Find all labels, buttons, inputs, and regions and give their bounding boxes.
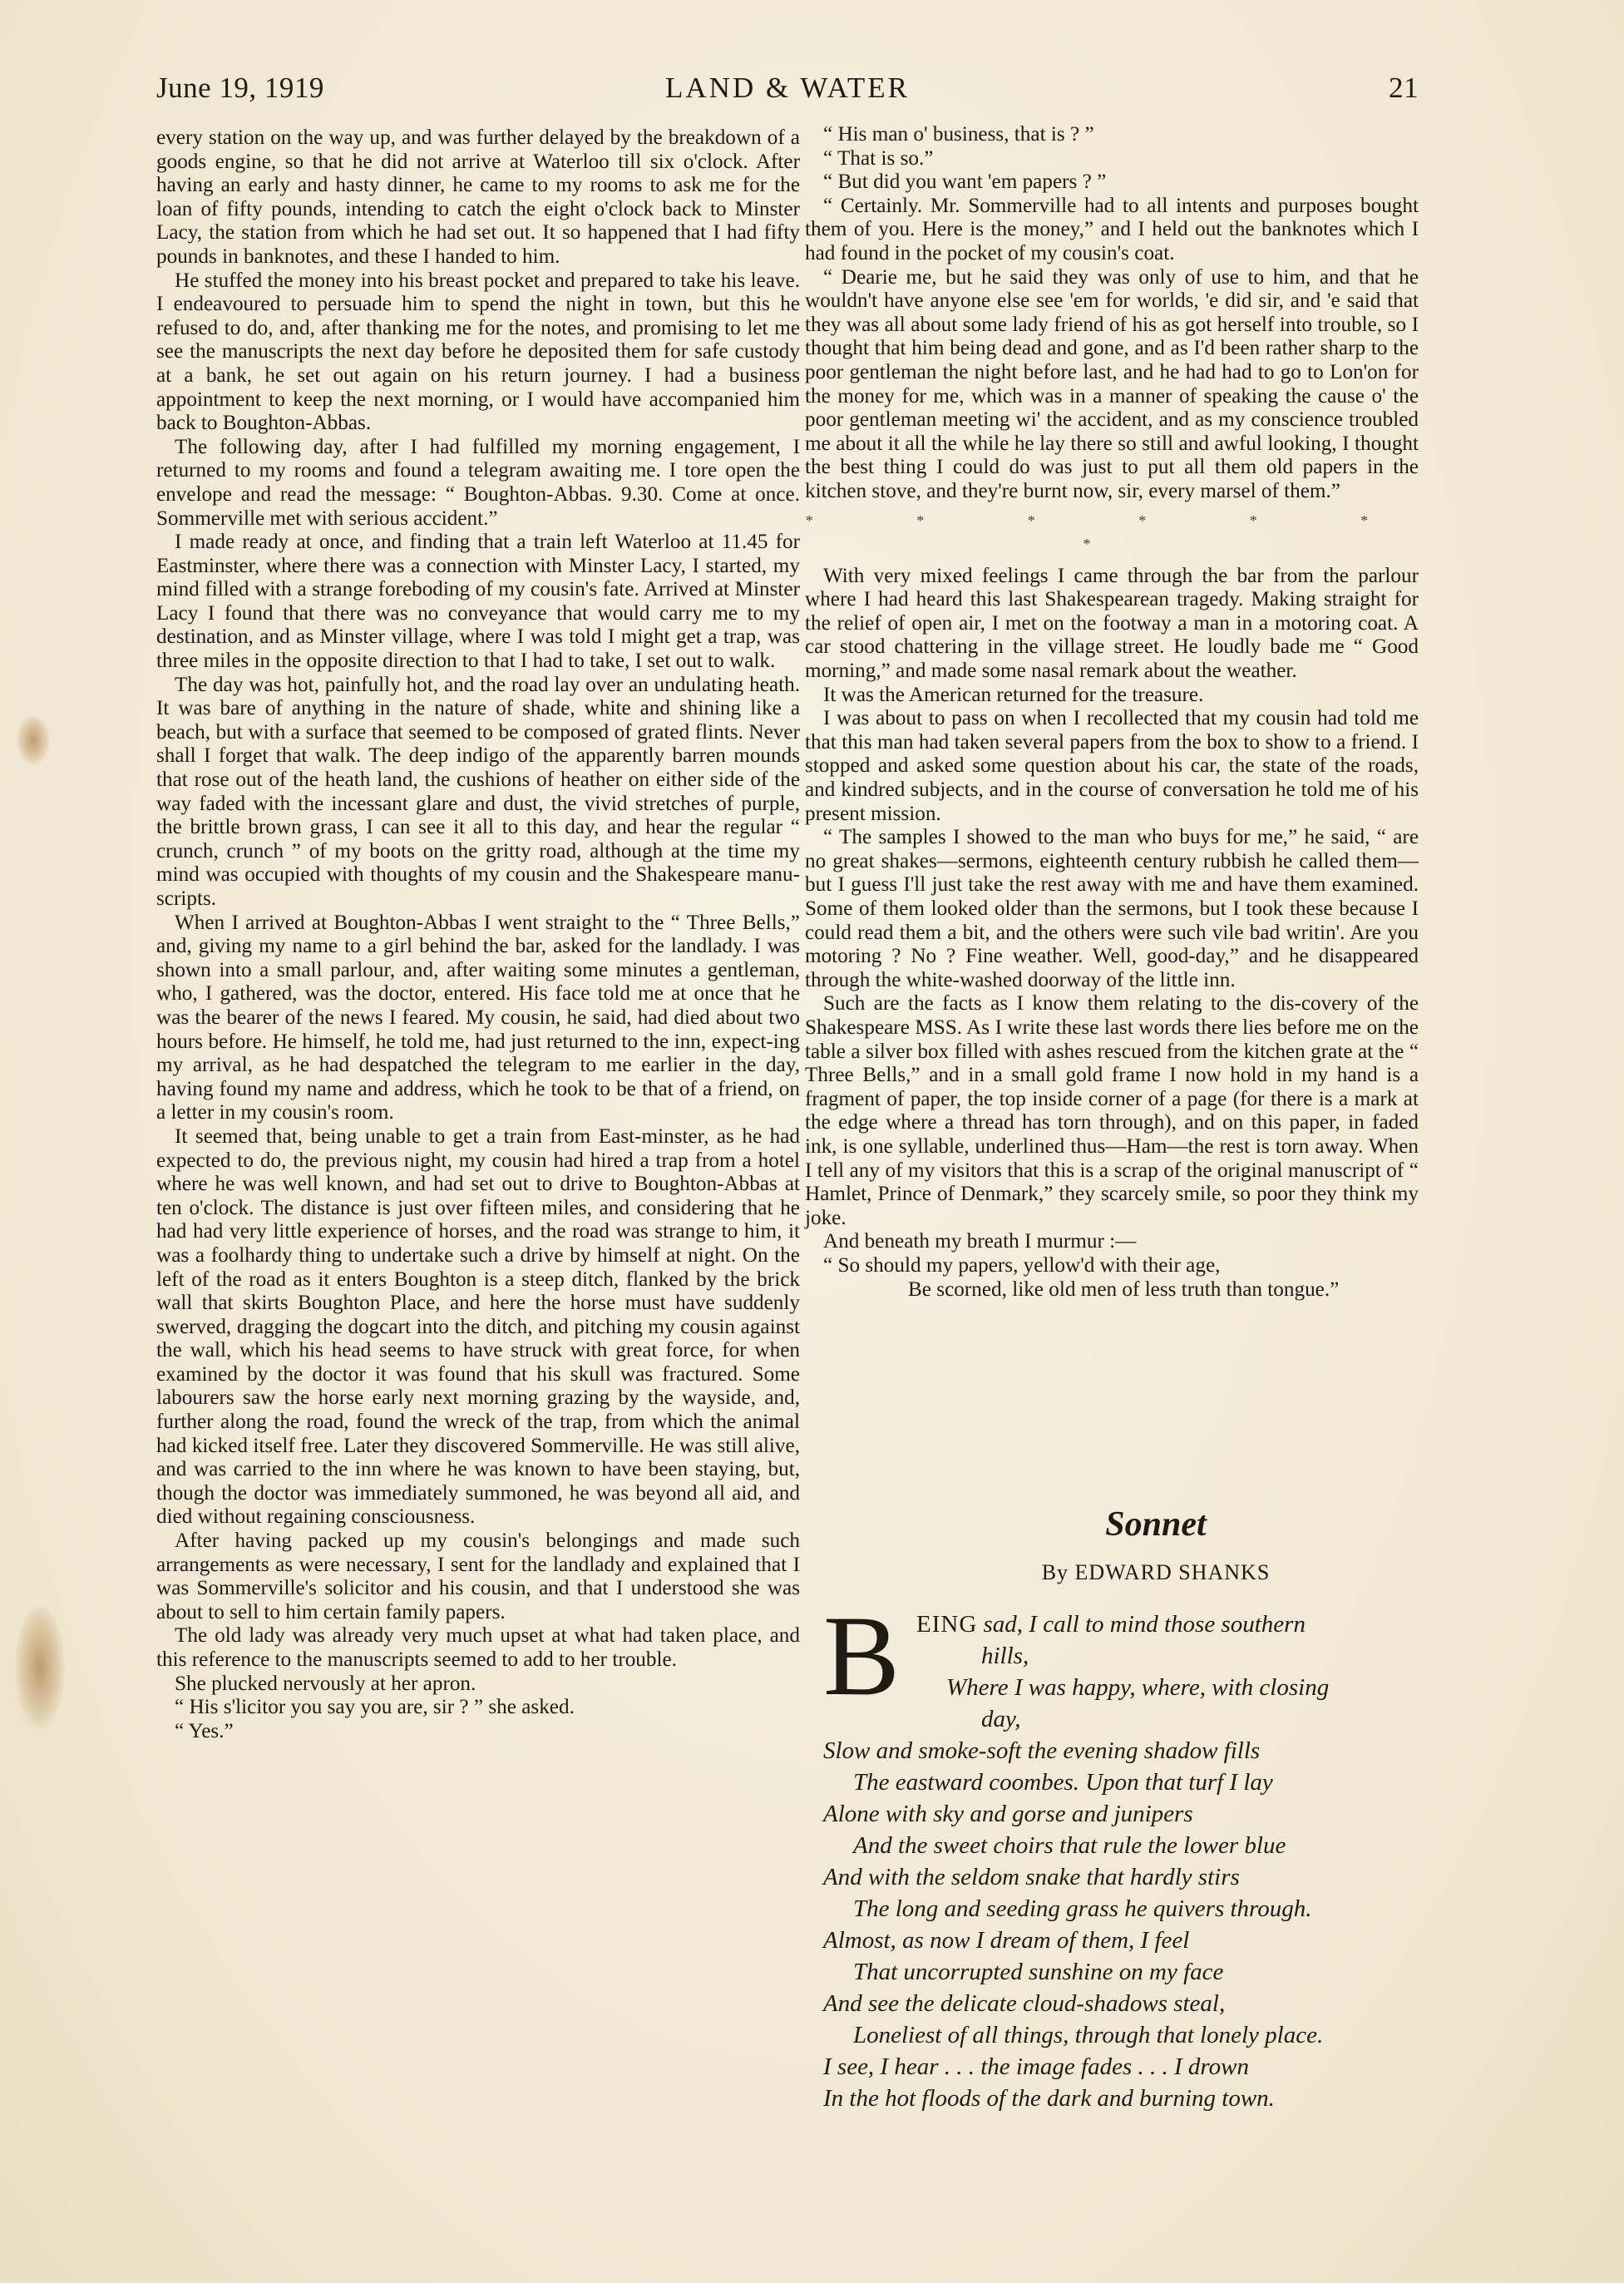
article-paragraph: It was the American returned for the treasure. <box>823 683 1204 706</box>
article-paragraph: “ The samples I showed to the man who buys for me,” he said, “ are no great shakes—sermons, eighteenth century rubbish he called them—but I guess I'll just take the rest away with me and have them examined. Some of them looked older than the sermons, but I took these because I could read them a bit, and the others were such vile bad writin'. Are you motoring ? No ? Fine weather. Well, good-day,” and he disappeared through the white-washed doorway of the little inn. <box>805 826 1419 991</box>
article-paragraph: “ His man o' business, that is ? ” <box>823 123 1094 146</box>
left-column <box>156 126 800 1743</box>
sonnet-line: And with the seldom snake that hardly stirs <box>823 1864 1240 1890</box>
first-word-rest: EING <box>916 1611 978 1638</box>
article-paragraph: “ Certainly. Mr. Sommerville had to all intents and purposes bought them of you. Here is the money,” and I held out the banknotes which I had found in the pocket of my cousin's coat. <box>805 194 1419 264</box>
page-stain <box>15 1605 65 1730</box>
quote-line: Be scorned, like old men of less truth than tongue.” <box>908 1277 1340 1301</box>
article-paragraph: The following day, after I had fulfilled my morning engagement, I returned to my rooms and found a telegram awaiting me. I tore open the envelope and read the message: “ Boughton-Abbas. 9.30. Come at once. Sommerville met with serious accident.” <box>156 435 800 530</box>
sonnet <box>823 1504 1439 2114</box>
issue-date: June 19, 1919 <box>156 72 324 104</box>
article-paragraph: “ Yes.” <box>175 1719 234 1742</box>
article-paragraph: “ Dearie me, but he said they was only of use to him, and that he wouldn't have anyone else see 'em for worlds, 'e did sir, and 'e said that they was all about some lady friend of his as got herself into trouble, so I thought that him being dead and gone, and as I'd been rather sharp to the poor gentleman the night before last, and he had had to go to Lon'on for the money for me, which was in a manner of speaking the cause o' the poor gentleman meeting wi' the accident, and as my conscience troubled me about it all the while he lay there so still and awful looking, I thought the best thing I could do was just to put all them old papers in the kitchen stove, and they're burnt now, sir, every marsel of them.” <box>805 265 1419 502</box>
sonnet-line: hills, <box>981 1643 1029 1669</box>
sonnet-line <box>823 1608 1439 1640</box>
article-paragraph: With very mixed feelings I came through the bar from the parlour where I had heard this last Shakespearean tragedy. Making straight for the relief of open air, I met on the footway a man in a motoring coat. A car stood chattering in the village street. He loudly bade me “ Good morning,” and made some nasal remark about the weather. <box>805 564 1419 683</box>
sonnet-line: And see the delicate cloud-shadows steal, <box>823 1990 1226 2017</box>
sonnet-line: Where I was happy, where, with closing <box>946 1674 1330 1701</box>
quote-line: “ So should my papers, yellow'd with their age, <box>823 1253 1221 1277</box>
sonnet-line: That uncorrupted sunshine on my face <box>853 1959 1224 1985</box>
sonnet-line: And the sweet choirs that rule the lower blue <box>853 1832 1286 1859</box>
article-paragraph: The old lady was already very much upset at what had taken place, and this reference to the manuscripts seemed to add to her trouble. <box>156 1624 800 1671</box>
sonnet-body <box>823 1592 1439 2114</box>
page-number: 21 <box>1389 72 1419 104</box>
sonnet-title: Sonnet <box>1105 1505 1207 1544</box>
sonnet-line: The long and seeding grass he quivers through. <box>853 1895 1312 1922</box>
sonnet-line-text: sad, I call to mind those southern <box>983 1611 1306 1638</box>
page-stain <box>17 715 50 765</box>
drop-cap: B <box>823 1592 901 1719</box>
right-column <box>805 123 1419 1302</box>
article-paragraph: And beneath my breath I murmur :— <box>823 1230 1137 1253</box>
sonnet-line: Loneliest of all things, through that lonely place. <box>853 2022 1324 2048</box>
article-paragraph: “ His s'licitor you say you are, sir ? ” she asked. <box>175 1696 575 1719</box>
article-paragraph: “ But did you want 'em papers ? ” <box>823 170 1107 194</box>
article-paragraph: I made ready at once, and finding that a train left Waterloo at 11.45 for Eastminster, where there was a connection with Minster Lacy, I started, my mind filled with a strange foreboding of my cousin's fate. Arrived at Minster Lacy I found that there was no conveyance that would carry me to my destination, and as Minster village, where I was told I might get a trap, was three miles in the opposite direction to that I had to take, I set out to walk. <box>156 531 800 673</box>
article-paragraph: Such are the facts as I know them relating to the dis-covery of the Shakespeare MSS. As I write these last words there lies before me on the table a silver box filled with ashes rescued from the kitchen grate at the “ Three Bells,” and in a small gold frame I now hold in my hand is a fragment of paper, the top inside corner of a page (for there is a mark at the edge where a thread has torn through), and on this paper, in faded ink, is one syllable, underlined thus—Ham—the rest is torn away. When I tell any of my visitors that this is a scrap of the original manuscript of “ Hamlet, Prince of Denmark,” they scarcely smile, so poor they think my joke. <box>805 992 1419 1229</box>
page-header <box>156 72 1419 113</box>
publication-title: LAND & WATER <box>665 72 910 104</box>
article-paragraph: “ That is so.” <box>823 146 934 170</box>
article-paragraph: I was about to pass on when I recollected that my cousin had told me that this man had taken several papers from the box to show to a friend. I stopped and asked some question about his car, the state of the roads, and kindred subjects, and in the course of conversation he told me of his present mission. <box>805 707 1419 825</box>
sonnet-line: In the hot floods of the dark and burning town. <box>823 2085 1275 2112</box>
sonnet-line: day, <box>981 1706 1021 1732</box>
article-paragraph: She plucked nervously at her apron. <box>175 1672 476 1695</box>
article-paragraph: every station on the way up, and was further delayed by the breakdown of a goods engine, so that he did not arrive at Waterloo till six o'clock. After having an early and hasty dinner, he came to my rooms to ask me for the loan of fifty pounds, intending to catch the eight o'clock back to Minster Lacy, the station from which he had set out. It so happened that I had fifty pounds in banknotes, and these I handed to him. <box>156 126 800 268</box>
sonnet-line: Almost, as now I dream of them, I feel <box>823 1927 1190 1954</box>
sonnet-author: By EDWARD SHANKS <box>1041 1560 1271 1584</box>
sonnet-line: Alone with sky and gorse and junipers <box>823 1801 1193 1827</box>
sonnet-line: Slow and smoke-soft the evening shadow fills <box>823 1737 1261 1764</box>
article-paragraph: When I arrived at Boughton-Abbas I went straight to the “ Three Bells,” and, giving my name to a girl behind the bar, asked for the landlady. I was shown into a small parlour, and, after waiting some minutes a gentleman, who, I gathered, was the doctor, entered. His face told me at once that he was the bearer of the news I feared. My cousin, he said, had died about two hours before. He himself, he told me, had just returned to the inn, expect-ing my arrival, as he had despatched the telegram to me earlier in the day, having found my name and address, which he took to be that of a friend, on a letter in my cousin's room. <box>156 911 800 1124</box>
sonnet-line: The eastward coombes. Upon that turf I lay <box>853 1769 1273 1796</box>
article-paragraph: He stuffed the money into his breast pocket and prepared to take his leave. I endeavoured to persuade him to spend the night in town, but this he refused to do, and, after thanking me for the notes, and promising to let me see the manuscripts the next day before he deposited them for safe custody at a bank, he set out again on his return journey. I had a business appointment to keep the next morning, or I would have accompanied him back to Boughton-Abbas. <box>156 269 800 435</box>
article-paragraph: It seemed that, being unable to get a train from East-minster, as he had expected to do, the previous night, my cousin had hired a trap from a hotel where he was well known, and had set out to drive to Boughton-Abbas at ten o'clock. The distance is just over fifteen miles, and considering that he had had very little experience of horses, and the road was strange to him, it was a foolhardy thing to undertake such a drive by himself at night. On the left of the road as it enters Boughton is a steep ditch, flanked by the brick wall that skirts Boughton Place, and here the horse must have suddenly swerved, dragging the dogcart into the ditch, and pitching my cousin against the wall, which his head seems to have struck with great force, for when examined by the doctor it was found that his skull was fractured. Some labourers saw the horse early next morning grazing by the wayside, and, further along the road, found the wreck of the trap, from which the animal had kicked itself free. Later they discovered Sommerville. He was still alive, and was carried to the inn where he was known to have been staying, but, though the doctor was immediately summoned, he was beyond all aid, and died without regaining consciousness. <box>156 1124 800 1529</box>
section-separator: * * * * * * * <box>805 511 1419 553</box>
article-paragraph: After having packed up my cousin's belongings and made such arrangements as were necessary, I sent for the landlady and explained that I was Sommerville's solicitor and his cousin, and that I understood she was about to sell to him certain family papers. <box>156 1529 800 1623</box>
article-paragraph: The day was hot, painfully hot, and the road lay over an undulating heath. It was bare of anything in the nature of shade, white and shining like a beach, but with a surface that seemed to be composed of grated flints. Never shall I forget that walk. The deep indigo of the apparently barren mounds that rose out of the heath land, the cushions of heather on either side of the way faded with the incessant glare and dust, the vivid stretches of purple, the brittle brown grass, I can see it all to this day, and hear the regular “ crunch, crunch ” of my boots on the gritty road, although at the time my mind was occupied with thoughts of my cousin and the Shakespeare manu-scripts. <box>156 673 800 910</box>
sonnet-line: I see, I hear . . . the image fades . . . I drown <box>823 2053 1249 2080</box>
